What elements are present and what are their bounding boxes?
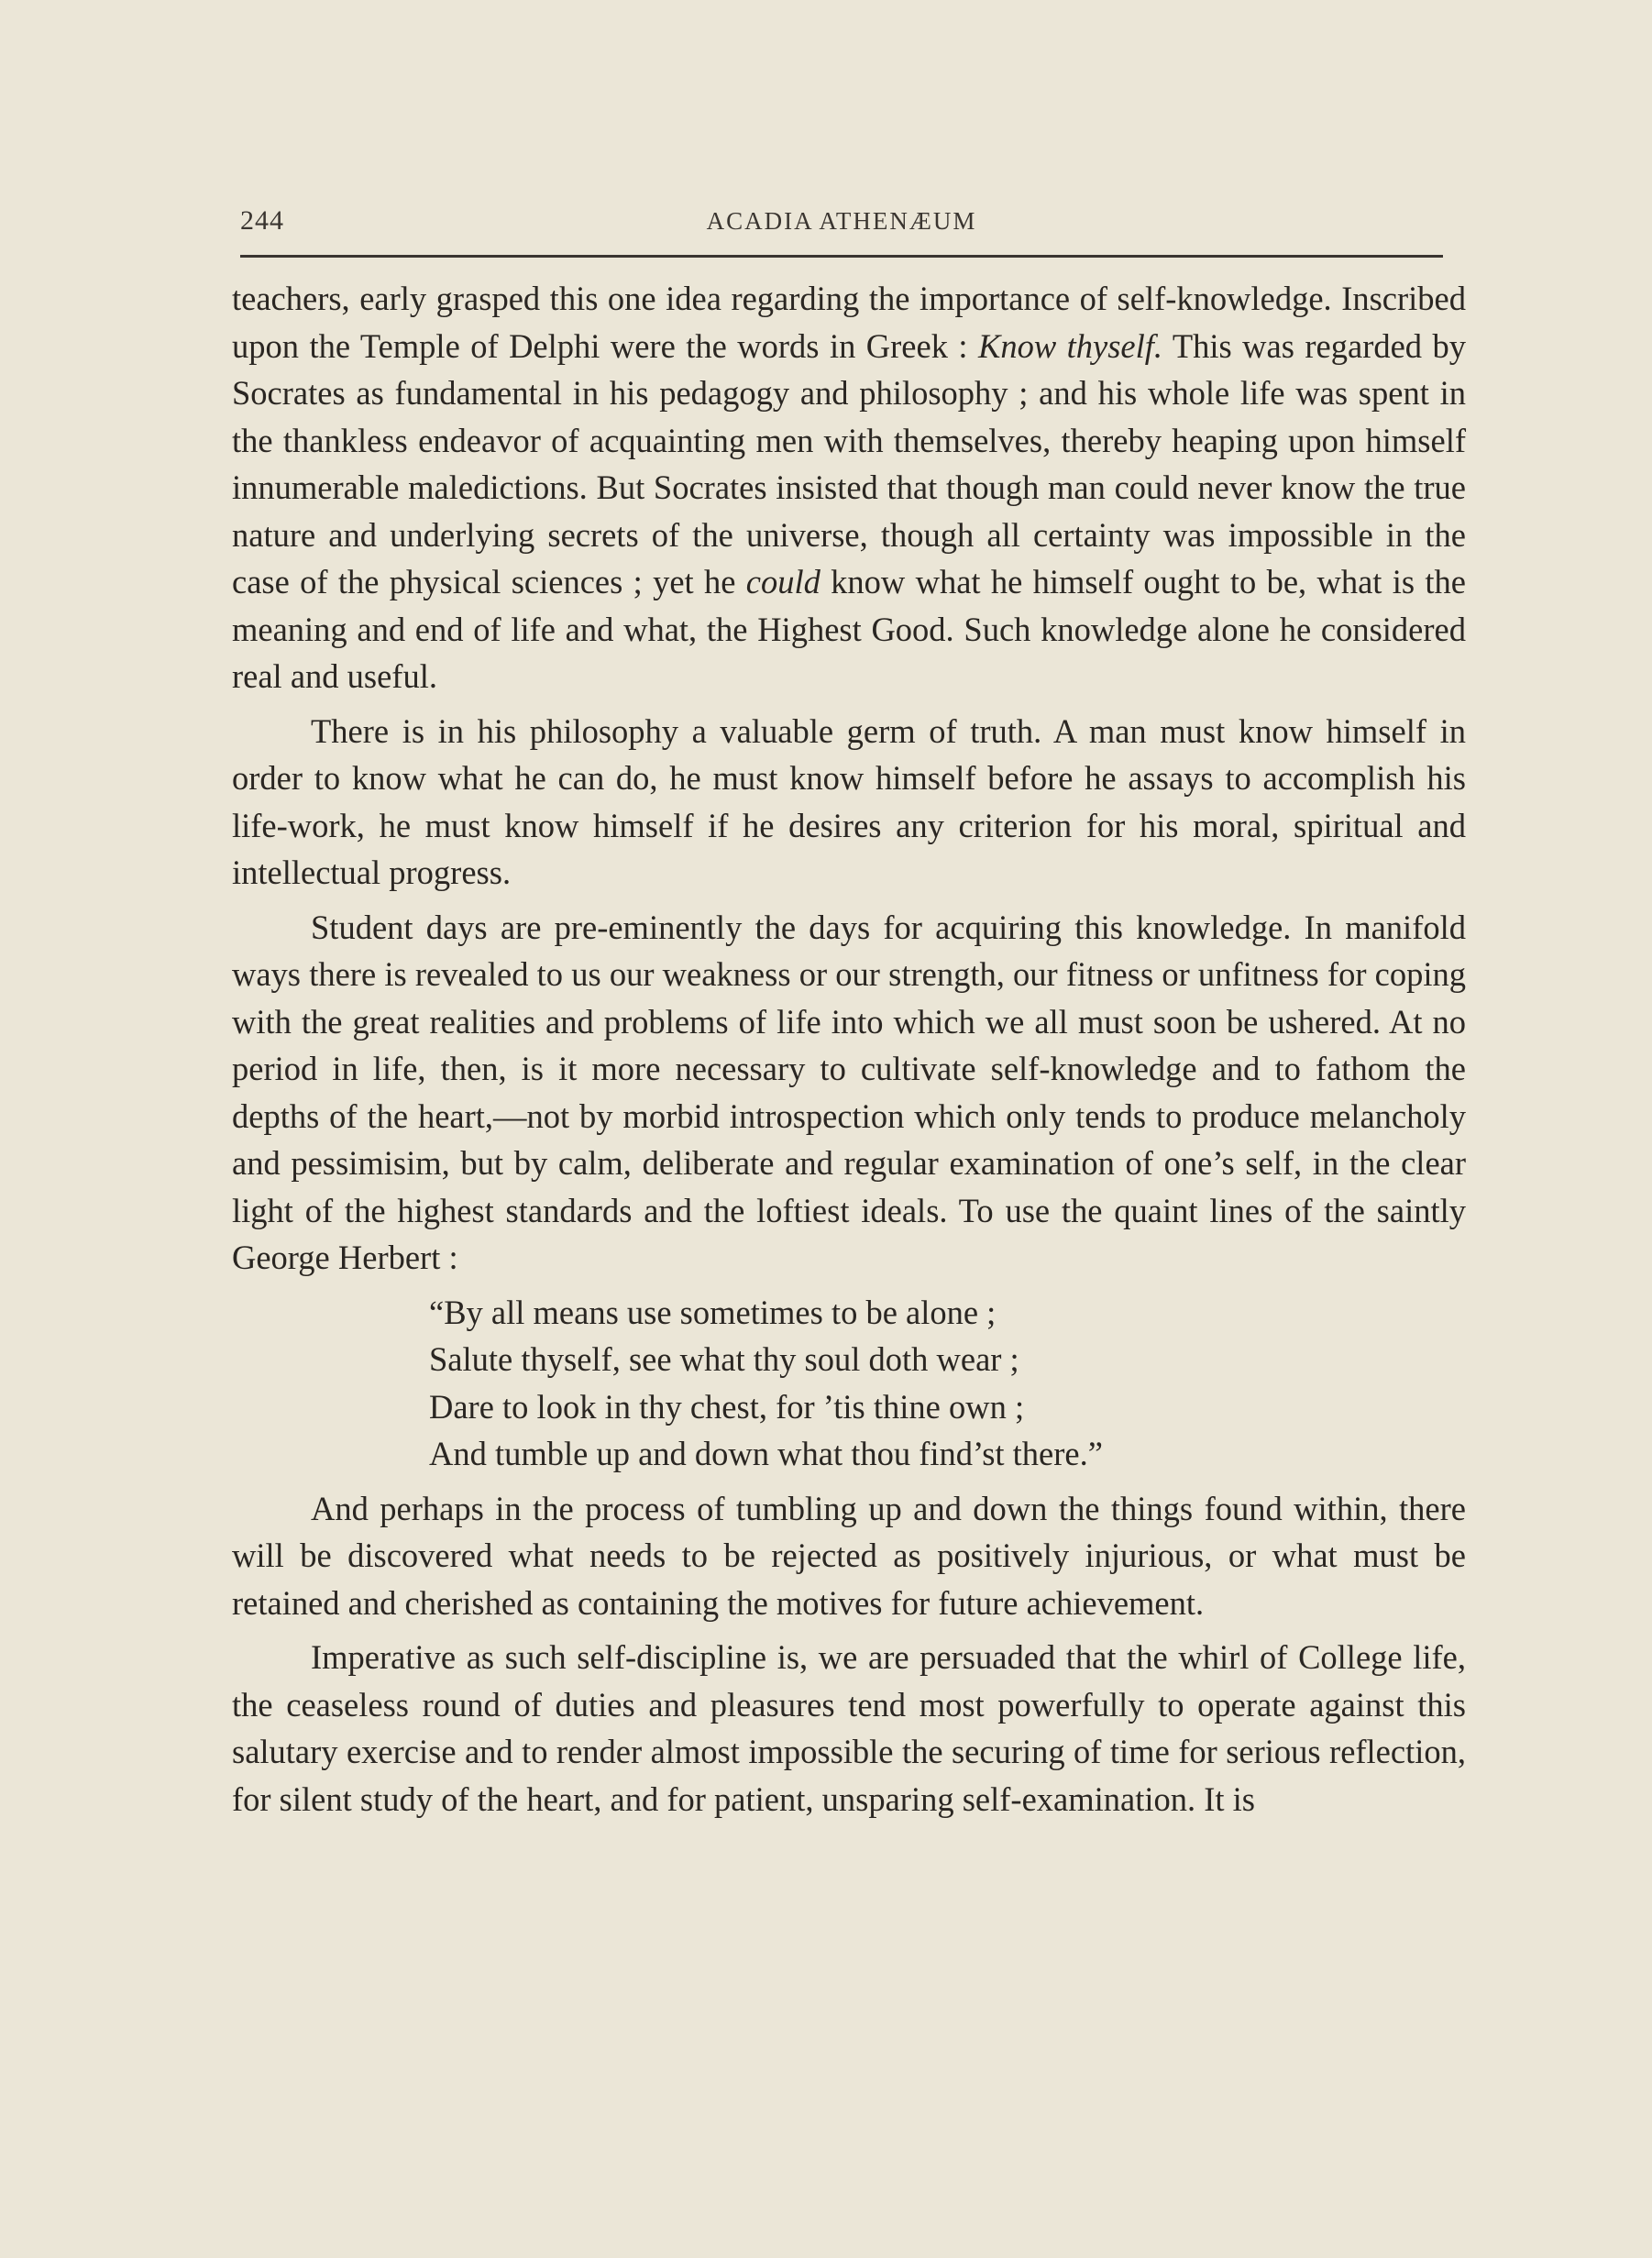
page-header	[240, 204, 1443, 246]
poem-line-4: And tumble up and down what thou find’st there.”	[429, 1435, 1103, 1472]
paragraph-2: There is in his philosophy a valuable germ of truth. A man must know himself in order to know what he can do, he must know himself before he assays to accomplish his life-work, he must know himself if he desires any criterion for his moral, spiritual and intellectual progress.	[232, 711, 1466, 891]
paragraph-4: And perhaps in the process of tumbling up and down the things found within, there will be discovered what needs to be rejected as positively injurious, or what must be retained and cherished as containing the motives for future achievement.	[232, 1489, 1466, 1622]
paragraph-1-italic: Know thyself.	[978, 326, 1163, 365]
paragraph-1-part-b: This was regarded by Socrates as fundamental in his pedagogy and philosophy ; and his whole life was spent in the thankless endeavor of acquainting men with themselves, thereby heaping upon himself innumerable maledictions. But Socrates insisted that though man could never know the true nature and underlying secrets of the universe, though all certainty was impossible in the case of the physical sciences ; yet he	[232, 326, 1467, 600]
header-rule	[240, 255, 1443, 258]
paragraph-3: Student days are pre-eminently the days for acquiring this knowledge. In manifold ways there is revealed to us our weakness or our strength, our fitness or unfitness for coping with the great realities and problems of life into which we all must soon be ushered. At no period in life, then, is it more necessary to cultivate self-knowledge and to fathom the depths of the heart,—not by morbid introspection which only tends to produce melancholy and pessimisim, but by calm, deliberate and regular examination of one’s self, in the clear light of the highest standards and the loftiest ideals. To use the quaint lines of the saintly George Herbert :	[232, 908, 1466, 1276]
paragraph-1	[232, 275, 1466, 700]
poem-line-2: Salute thyself, see what thy soul doth wear ;	[429, 1340, 1019, 1378]
poem-line-1: “By all means use sometimes to be alone ;	[429, 1293, 997, 1331]
body-text	[232, 275, 1466, 1830]
paragraph-5: Imperative as such self-discipline is, we are persuaded that the whirl of College life, the ceaseless round of duties and pleasures tend most powerfully to operate against this salutary exercise and to render almost impossible the securing of time for serious reflection, for silent study of the heart, and for patient, unsparing self-examination. It is	[232, 1638, 1466, 1818]
poem-line-3: Dare to look in thy chest, for ’tis thine own ;	[429, 1387, 1025, 1426]
paragraph-1-part-a: teachers, early grasped this one idea regarding the importance of self-knowledge. Inscribed upon the Temple of Delphi were the words in Greek :	[232, 280, 1466, 365]
paragraph-1-italic-2: could	[745, 563, 820, 600]
page-number: 244	[240, 205, 284, 236]
poem-quotation	[429, 1289, 1466, 1478]
paragraph-1-part-c: know what he himself ought to be, what is the meaning and end of life and what, the Highest Good. Such knowledge alone he considered real and useful.	[232, 563, 1466, 695]
running-head: ACADIA ATHENÆUM	[706, 207, 977, 235]
